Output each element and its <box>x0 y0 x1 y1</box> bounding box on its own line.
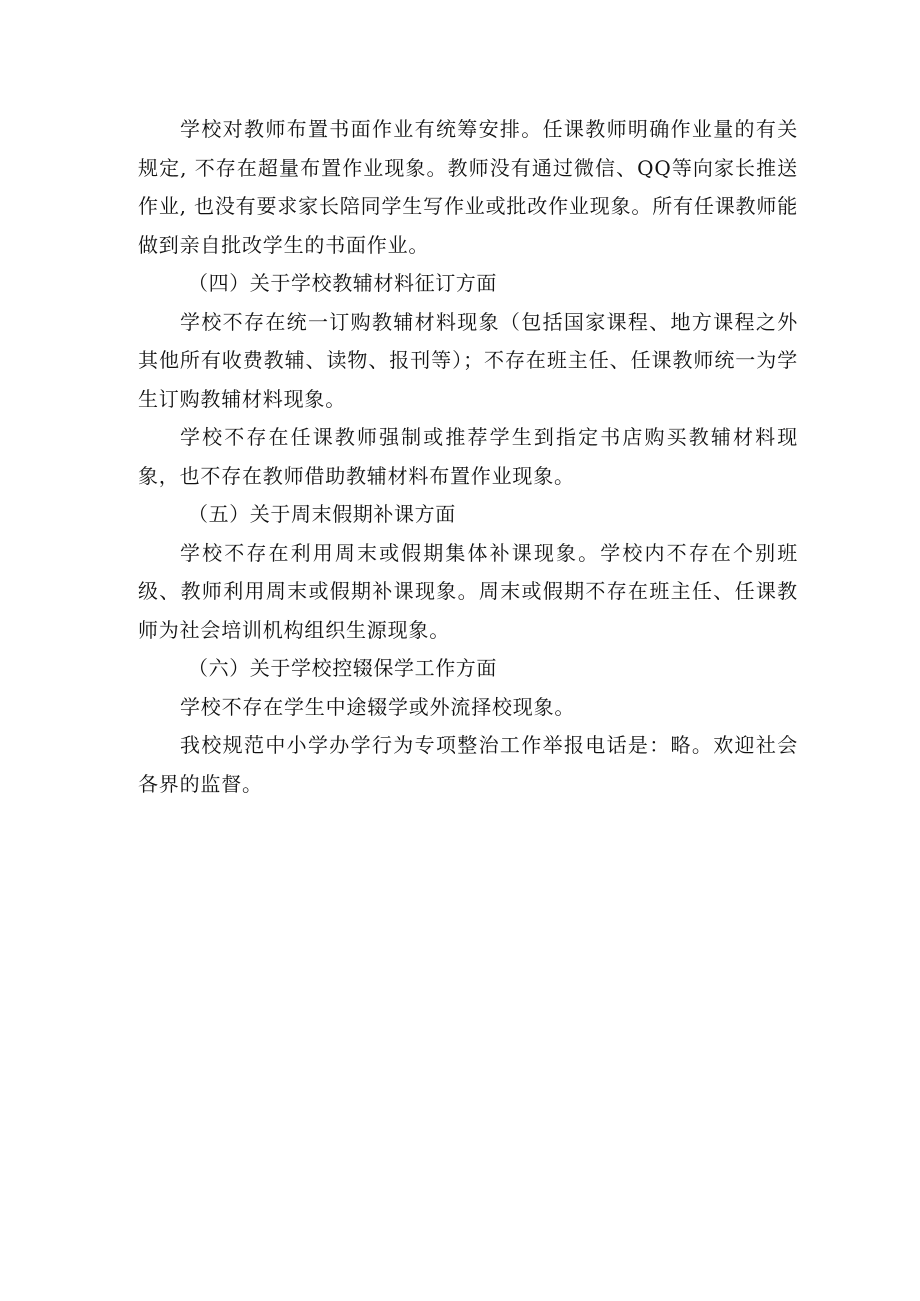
section-heading-five: （五）关于周末假期补课方面 <box>188 502 456 526</box>
section-heading-four: （四）关于学校教辅材料征订方面 <box>188 271 497 295</box>
paragraph-report-hotline: 我校规范中小学办学行为专项整治工作举报电话是：略。欢迎社会各界的监督。 <box>138 733 798 796</box>
paragraph-homework-arrangement: 学校对教师布置书面作业有统筹安排。任课教师明确作业量的有关规定, 不存在超量布置作业现象。教师没有通过微信、QQ等向家长推送作业, 也没有要求家长陪同学生写作业或批改作业现象。所有任课教师能做到亲自批改学生的书面作业。 <box>138 117 798 257</box>
paragraph-weekend-tutoring: 学校不存在利用周末或假期集体补课现象。学校内不存在个别班级、教师利用周末或假期补课现象。周末或假期不存在班主任、任课教师为社会培训机构组织生源现象。 <box>138 540 798 642</box>
document-body <box>138 110 798 803</box>
section-heading-six: （六）关于学校控辍保学工作方面 <box>188 656 497 680</box>
paragraph-materials-ordering: 学校不存在统一订购教辅材料现象（包括国家课程、地方课程之外其他所有收费教辅、读物、报刊等）；不存在班主任、任课教师统一为学生订购教辅材料现象。 <box>138 309 798 411</box>
paragraph-dropout-control: 学校不存在学生中途辍学或外流择校现象。 <box>180 694 576 719</box>
paragraph-bookstore-purchase: 学校不存在任课教师强制或推荐学生到指定书店购买教辅材料现象，也不存在教师借助教辅材料布置作业现象。 <box>138 425 798 488</box>
